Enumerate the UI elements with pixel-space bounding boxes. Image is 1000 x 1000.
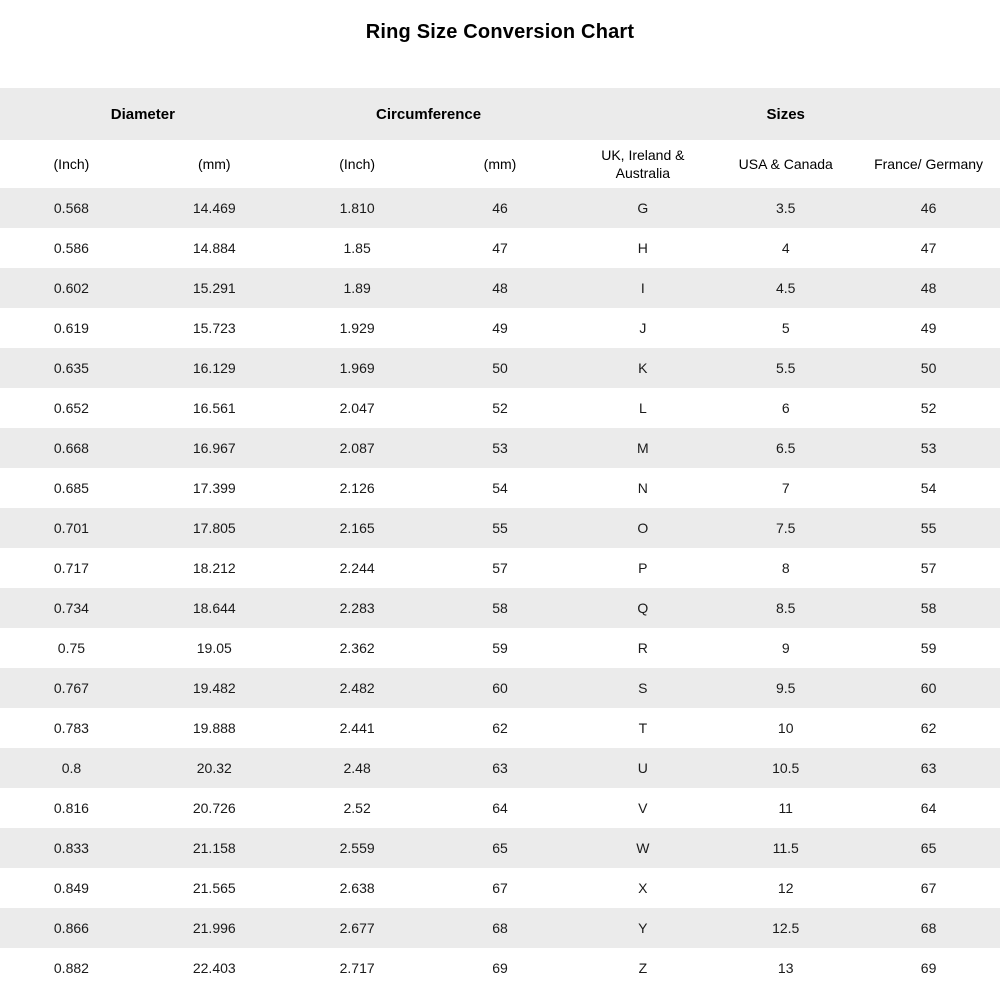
cell-size-usa-canada: 13 bbox=[777, 960, 794, 976]
cell-diameter-inch: 0.685 bbox=[53, 480, 89, 496]
cell-diameter-inch: 0.635 bbox=[53, 360, 89, 376]
cell-size-france-germany: 58 bbox=[920, 600, 937, 616]
cell-size-france-germany: 50 bbox=[920, 360, 937, 376]
cell-size-uk-ireland-australia: U bbox=[637, 760, 648, 776]
cell-size-uk-ireland-australia: K bbox=[638, 360, 648, 376]
table-group-header-row bbox=[0, 88, 1000, 140]
cell-size-uk-ireland-australia: S bbox=[638, 680, 648, 696]
cell-size-france-germany: 48 bbox=[920, 280, 937, 296]
cell-circumference-inch: 2.482 bbox=[339, 680, 375, 696]
cell-diameter-mm: 21.565 bbox=[192, 880, 236, 896]
cell-size-france-germany: 52 bbox=[920, 400, 937, 416]
cell-size-uk-ireland-australia: Q bbox=[637, 600, 649, 616]
cell-diameter-inch: 0.882 bbox=[53, 960, 89, 976]
group-header-circumference: Circumference bbox=[376, 105, 482, 123]
cell-diameter-mm: 22.403 bbox=[192, 960, 236, 976]
cell-diameter-mm: 15.291 bbox=[192, 280, 236, 296]
table-row bbox=[0, 628, 1000, 668]
cell-circumference-mm: 60 bbox=[492, 680, 508, 696]
cell-circumference-inch: 2.52 bbox=[343, 800, 371, 816]
column-header-diameter-inch: (Inch) bbox=[53, 155, 90, 172]
cell-diameter-inch: 0.619 bbox=[53, 320, 89, 336]
cell-circumference-inch: 2.717 bbox=[339, 960, 375, 976]
cell-diameter-mm: 21.158 bbox=[192, 840, 236, 856]
table-row bbox=[0, 468, 1000, 508]
table-subheader-row bbox=[0, 140, 1000, 188]
table-row bbox=[0, 708, 1000, 748]
cell-diameter-mm: 14.469 bbox=[192, 200, 236, 216]
cell-circumference-mm: 68 bbox=[492, 920, 508, 936]
cell-size-usa-canada: 7 bbox=[781, 480, 790, 496]
cell-diameter-inch: 0.783 bbox=[53, 720, 89, 736]
cell-size-uk-ireland-australia: G bbox=[637, 200, 649, 216]
cell-circumference-mm: 50 bbox=[492, 360, 508, 376]
cell-circumference-mm: 55 bbox=[492, 520, 508, 536]
page-title: Ring Size Conversion Chart bbox=[365, 21, 635, 43]
cell-size-usa-canada: 11.5 bbox=[772, 840, 799, 856]
cell-diameter-inch: 0.717 bbox=[53, 560, 89, 576]
table-row bbox=[0, 268, 1000, 308]
cell-circumference-mm: 46 bbox=[492, 200, 508, 216]
column-header-size-usa-canada: USA & Canada bbox=[738, 155, 833, 172]
cell-diameter-mm: 18.212 bbox=[192, 560, 236, 576]
cell-size-usa-canada: 9.5 bbox=[775, 680, 796, 696]
cell-size-france-germany: 65 bbox=[920, 840, 937, 856]
cell-diameter-mm: 18.644 bbox=[192, 600, 236, 616]
cell-diameter-inch: 0.652 bbox=[53, 400, 89, 416]
cell-diameter-inch: 0.701 bbox=[53, 520, 89, 536]
group-header-sizes: Sizes bbox=[766, 105, 805, 123]
cell-size-usa-canada: 4 bbox=[781, 240, 790, 256]
cell-size-france-germany: 46 bbox=[920, 200, 937, 216]
cell-size-usa-canada: 8 bbox=[781, 560, 790, 576]
column-header-circumference-mm: (mm) bbox=[483, 155, 517, 172]
cell-circumference-inch: 2.559 bbox=[339, 840, 375, 856]
cell-size-uk-ireland-australia: N bbox=[637, 480, 648, 496]
table-row bbox=[0, 868, 1000, 908]
cell-diameter-mm: 17.399 bbox=[192, 480, 236, 496]
table-row bbox=[0, 948, 1000, 988]
cell-diameter-inch: 0.866 bbox=[53, 920, 89, 936]
table-row bbox=[0, 548, 1000, 588]
table-row bbox=[0, 188, 1000, 228]
cell-diameter-inch: 0.75 bbox=[57, 640, 86, 656]
table-body bbox=[0, 188, 1000, 988]
cell-diameter-mm: 19.888 bbox=[192, 720, 236, 736]
cell-size-uk-ireland-australia: M bbox=[637, 440, 649, 456]
table-row bbox=[0, 508, 1000, 548]
cell-circumference-inch: 1.810 bbox=[339, 200, 375, 216]
cell-circumference-inch: 2.047 bbox=[339, 400, 375, 416]
cell-circumference-mm: 65 bbox=[492, 840, 508, 856]
cell-size-france-germany: 54 bbox=[920, 480, 937, 496]
column-header-size-uk-ireland-australia: UK, Ireland & Australia bbox=[601, 146, 685, 181]
cell-diameter-mm: 16.967 bbox=[192, 440, 236, 456]
cell-size-uk-ireland-australia: O bbox=[637, 520, 649, 536]
table-row bbox=[0, 748, 1000, 788]
table-row bbox=[0, 348, 1000, 388]
cell-size-usa-canada: 5.5 bbox=[775, 360, 796, 376]
cell-diameter-inch: 0.668 bbox=[53, 440, 89, 456]
table-row bbox=[0, 668, 1000, 708]
cell-size-uk-ireland-australia: X bbox=[638, 880, 648, 896]
cell-size-usa-canada: 5 bbox=[781, 320, 790, 336]
cell-diameter-inch: 0.849 bbox=[53, 880, 89, 896]
cell-size-usa-canada: 4.5 bbox=[775, 280, 796, 296]
table-row bbox=[0, 228, 1000, 268]
cell-diameter-inch: 0.833 bbox=[53, 840, 89, 856]
table-row bbox=[0, 588, 1000, 628]
cell-size-uk-ireland-australia: Z bbox=[638, 960, 648, 976]
cell-circumference-mm: 52 bbox=[492, 400, 508, 416]
table-row bbox=[0, 908, 1000, 948]
cell-size-uk-ireland-australia: I bbox=[640, 280, 645, 296]
cell-size-usa-canada: 6 bbox=[781, 400, 790, 416]
cell-circumference-mm: 64 bbox=[492, 800, 508, 816]
cell-diameter-inch: 0.734 bbox=[53, 600, 89, 616]
cell-size-uk-ireland-australia: R bbox=[637, 640, 648, 656]
cell-size-france-germany: 60 bbox=[920, 680, 937, 696]
cell-circumference-inch: 1.85 bbox=[343, 240, 371, 256]
cell-diameter-mm: 19.482 bbox=[192, 680, 236, 696]
cell-circumference-mm: 48 bbox=[492, 280, 508, 296]
cell-circumference-mm: 63 bbox=[492, 760, 508, 776]
group-header-diameter: Diameter bbox=[110, 105, 175, 123]
cell-size-uk-ireland-australia: H bbox=[637, 240, 648, 256]
column-header-size-france-germany: France/ Germany bbox=[874, 155, 984, 172]
cell-size-usa-canada: 9 bbox=[781, 640, 790, 656]
cell-size-france-germany: 57 bbox=[920, 560, 937, 576]
cell-size-france-germany: 64 bbox=[920, 800, 937, 816]
cell-size-uk-ireland-australia: T bbox=[638, 720, 648, 736]
cell-size-uk-ireland-australia: P bbox=[638, 560, 648, 576]
cell-circumference-inch: 1.89 bbox=[343, 280, 371, 296]
cell-size-usa-canada: 3.5 bbox=[775, 200, 796, 216]
cell-diameter-mm: 19.05 bbox=[196, 640, 232, 656]
cell-size-france-germany: 67 bbox=[920, 880, 937, 896]
table-row bbox=[0, 828, 1000, 868]
cell-diameter-mm: 20.726 bbox=[192, 800, 236, 816]
cell-diameter-mm: 16.129 bbox=[192, 360, 236, 376]
cell-circumference-inch: 2.165 bbox=[339, 520, 375, 536]
cell-circumference-mm: 59 bbox=[492, 640, 508, 656]
cell-circumference-inch: 1.929 bbox=[339, 320, 375, 336]
cell-size-france-germany: 53 bbox=[920, 440, 937, 456]
cell-diameter-inch: 0.602 bbox=[53, 280, 89, 296]
column-header-circumference-inch: (Inch) bbox=[339, 155, 376, 172]
cell-circumference-inch: 2.283 bbox=[339, 600, 375, 616]
cell-size-france-germany: 59 bbox=[920, 640, 937, 656]
cell-diameter-mm: 15.723 bbox=[192, 320, 236, 336]
cell-diameter-mm: 20.32 bbox=[196, 760, 232, 776]
cell-circumference-inch: 2.638 bbox=[339, 880, 375, 896]
cell-circumference-mm: 54 bbox=[492, 480, 508, 496]
cell-circumference-inch: 2.087 bbox=[339, 440, 375, 456]
cell-size-usa-canada: 10.5 bbox=[772, 760, 800, 776]
table-row bbox=[0, 308, 1000, 348]
cell-size-france-germany: 55 bbox=[920, 520, 937, 536]
cell-circumference-inch: 2.677 bbox=[339, 920, 375, 936]
cell-diameter-mm: 21.996 bbox=[192, 920, 236, 936]
cell-circumference-inch: 2.48 bbox=[343, 760, 371, 776]
cell-size-usa-canada: 10 bbox=[777, 720, 794, 736]
cell-size-uk-ireland-australia: V bbox=[638, 800, 648, 816]
table-row bbox=[0, 428, 1000, 468]
cell-diameter-mm: 17.805 bbox=[192, 520, 236, 536]
cell-diameter-inch: 0.586 bbox=[53, 240, 89, 256]
cell-size-uk-ireland-australia: W bbox=[636, 840, 650, 856]
cell-circumference-mm: 69 bbox=[492, 960, 508, 976]
cell-circumference-mm: 47 bbox=[492, 240, 508, 256]
cell-diameter-inch: 0.8 bbox=[61, 760, 82, 776]
ring-size-conversion-table bbox=[0, 88, 1000, 988]
cell-circumference-inch: 2.244 bbox=[339, 560, 375, 576]
cell-size-uk-ireland-australia: Y bbox=[638, 920, 648, 936]
cell-diameter-inch: 0.816 bbox=[53, 800, 89, 816]
cell-circumference-inch: 2.362 bbox=[339, 640, 375, 656]
column-header-diameter-mm: (mm) bbox=[197, 155, 231, 172]
cell-circumference-mm: 53 bbox=[492, 440, 508, 456]
cell-diameter-inch: 0.767 bbox=[53, 680, 89, 696]
cell-circumference-mm: 67 bbox=[492, 880, 508, 896]
cell-size-france-germany: 68 bbox=[920, 920, 937, 936]
cell-circumference-mm: 57 bbox=[492, 560, 508, 576]
table-row bbox=[0, 388, 1000, 428]
cell-size-usa-canada: 12.5 bbox=[772, 920, 800, 936]
cell-size-usa-canada: 11 bbox=[778, 800, 793, 816]
cell-diameter-inch: 0.568 bbox=[53, 200, 89, 216]
cell-circumference-mm: 62 bbox=[492, 720, 508, 736]
cell-size-france-germany: 63 bbox=[920, 760, 937, 776]
cell-circumference-inch: 2.126 bbox=[339, 480, 375, 496]
table-row bbox=[0, 788, 1000, 828]
cell-circumference-mm: 49 bbox=[492, 320, 508, 336]
cell-size-usa-canada: 12 bbox=[777, 880, 794, 896]
cell-circumference-mm: 58 bbox=[492, 600, 508, 616]
cell-diameter-mm: 14.884 bbox=[192, 240, 236, 256]
cell-size-france-germany: 47 bbox=[920, 240, 937, 256]
cell-circumference-inch: 1.969 bbox=[339, 360, 375, 376]
cell-size-usa-canada: 6.5 bbox=[775, 440, 796, 456]
cell-size-uk-ireland-australia: L bbox=[638, 400, 647, 416]
cell-size-france-germany: 49 bbox=[920, 320, 937, 336]
cell-size-uk-ireland-australia: J bbox=[639, 320, 647, 336]
cell-size-france-germany: 69 bbox=[920, 960, 937, 976]
cell-diameter-mm: 16.561 bbox=[192, 400, 236, 416]
cell-size-usa-canada: 8.5 bbox=[775, 600, 796, 616]
cell-size-france-germany: 62 bbox=[920, 720, 937, 736]
cell-size-usa-canada: 7.5 bbox=[775, 520, 796, 536]
cell-circumference-inch: 2.441 bbox=[339, 720, 375, 736]
